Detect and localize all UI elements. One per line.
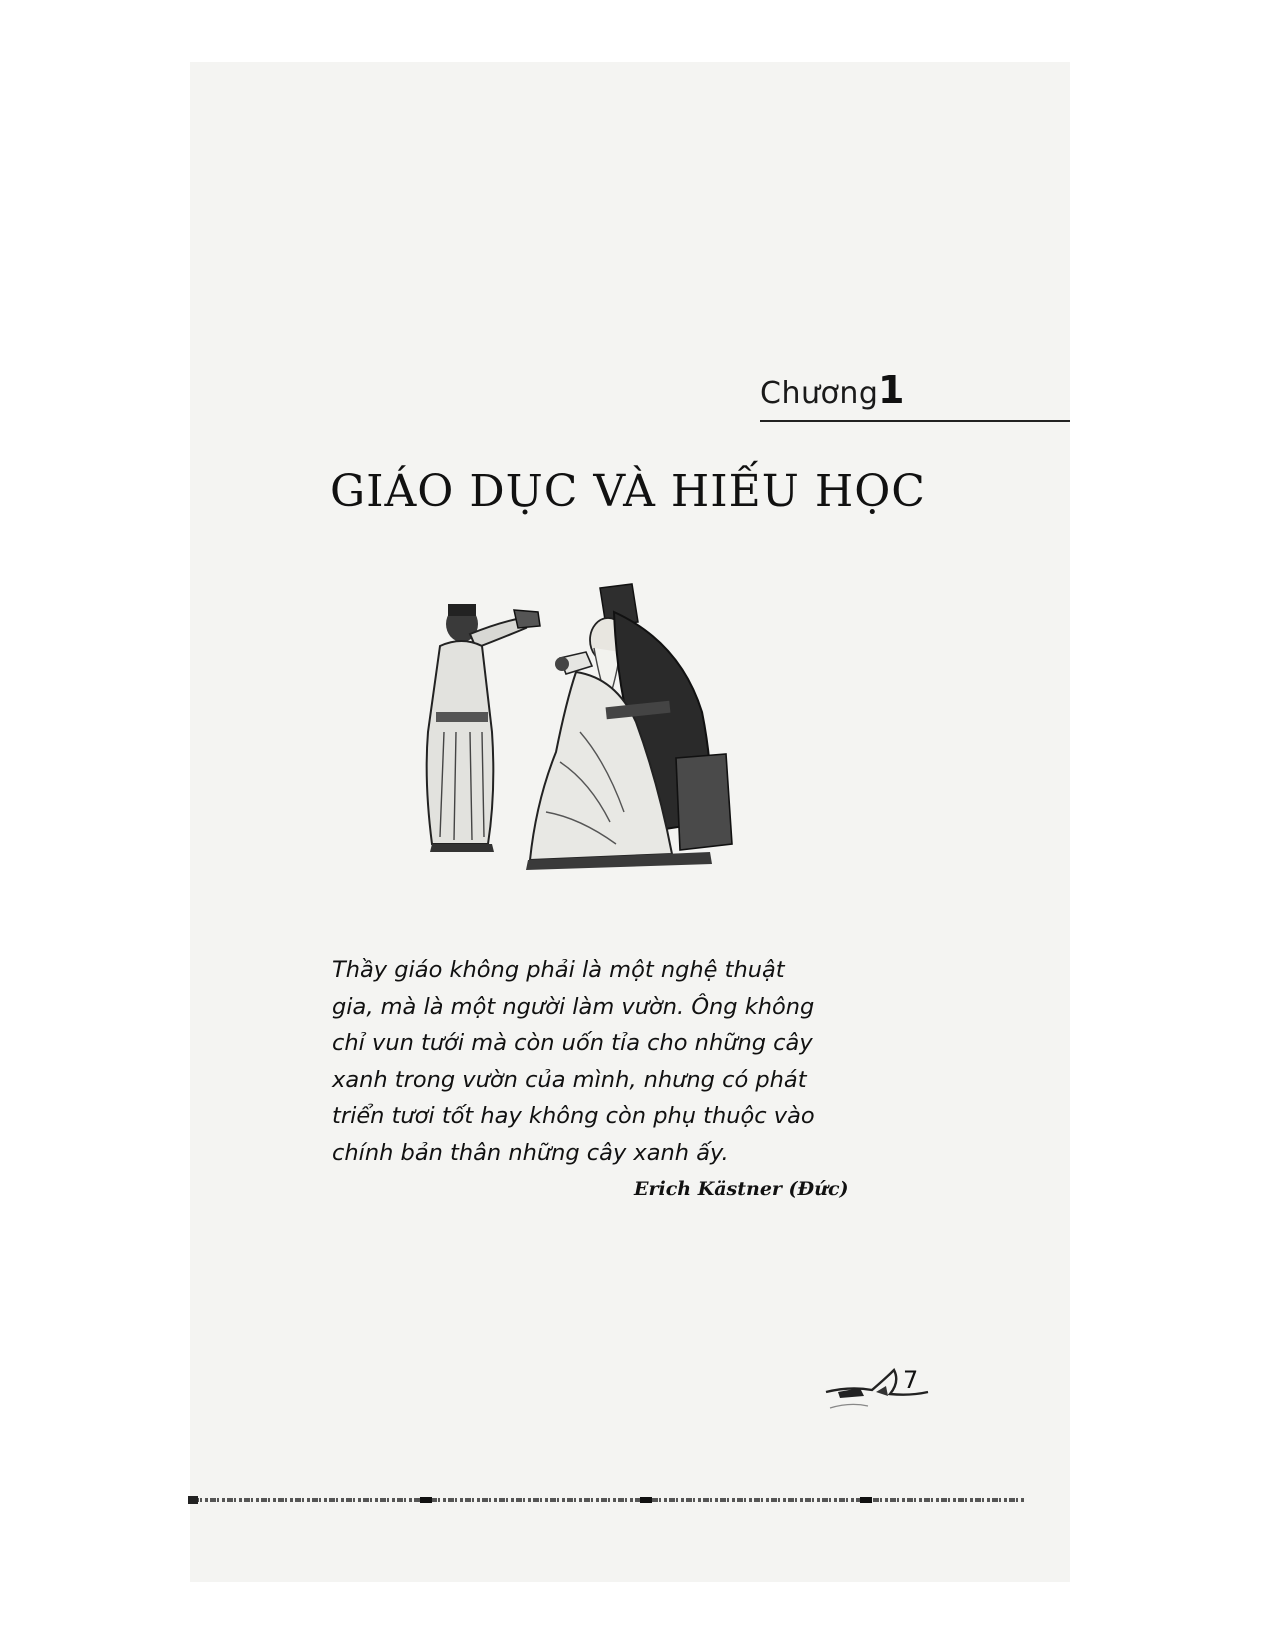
- epigraph-quote: [332, 952, 852, 1171]
- teacher-student-illustration: [410, 582, 740, 872]
- page-number: 7: [903, 1366, 919, 1394]
- quote-attribution: Erich Kästner (Đức): [634, 1178, 849, 1200]
- quote-line: chỉ vun tưới mà còn uốn tỉa cho những cây: [332, 1030, 813, 1056]
- student-figure: [427, 604, 540, 852]
- quote-line: Thầy giáo không phải là một nghệ thuật: [332, 957, 785, 983]
- chapter-heading: [760, 368, 1070, 424]
- chapter-number: 1: [878, 368, 905, 412]
- chapter-rule: [760, 420, 1070, 422]
- quote-line: chính bản thân những cây xanh ấy.: [332, 1139, 729, 1166]
- teacher-figure: [526, 584, 732, 870]
- quote-line: triển tươi tốt hay không còn phụ thuộc vào: [332, 1103, 815, 1129]
- scan-edge-border: [188, 1495, 1024, 1505]
- quote-line: gia, mà là một người làm vườn. Ông không: [332, 993, 815, 1020]
- chapter-title: GIÁO DỤC VÀ HIẾU HỌC: [330, 466, 926, 517]
- chapter-label: Chương: [760, 376, 879, 411]
- quote-line: xanh trong vườn của mình, nhưng có phát: [332, 1066, 807, 1093]
